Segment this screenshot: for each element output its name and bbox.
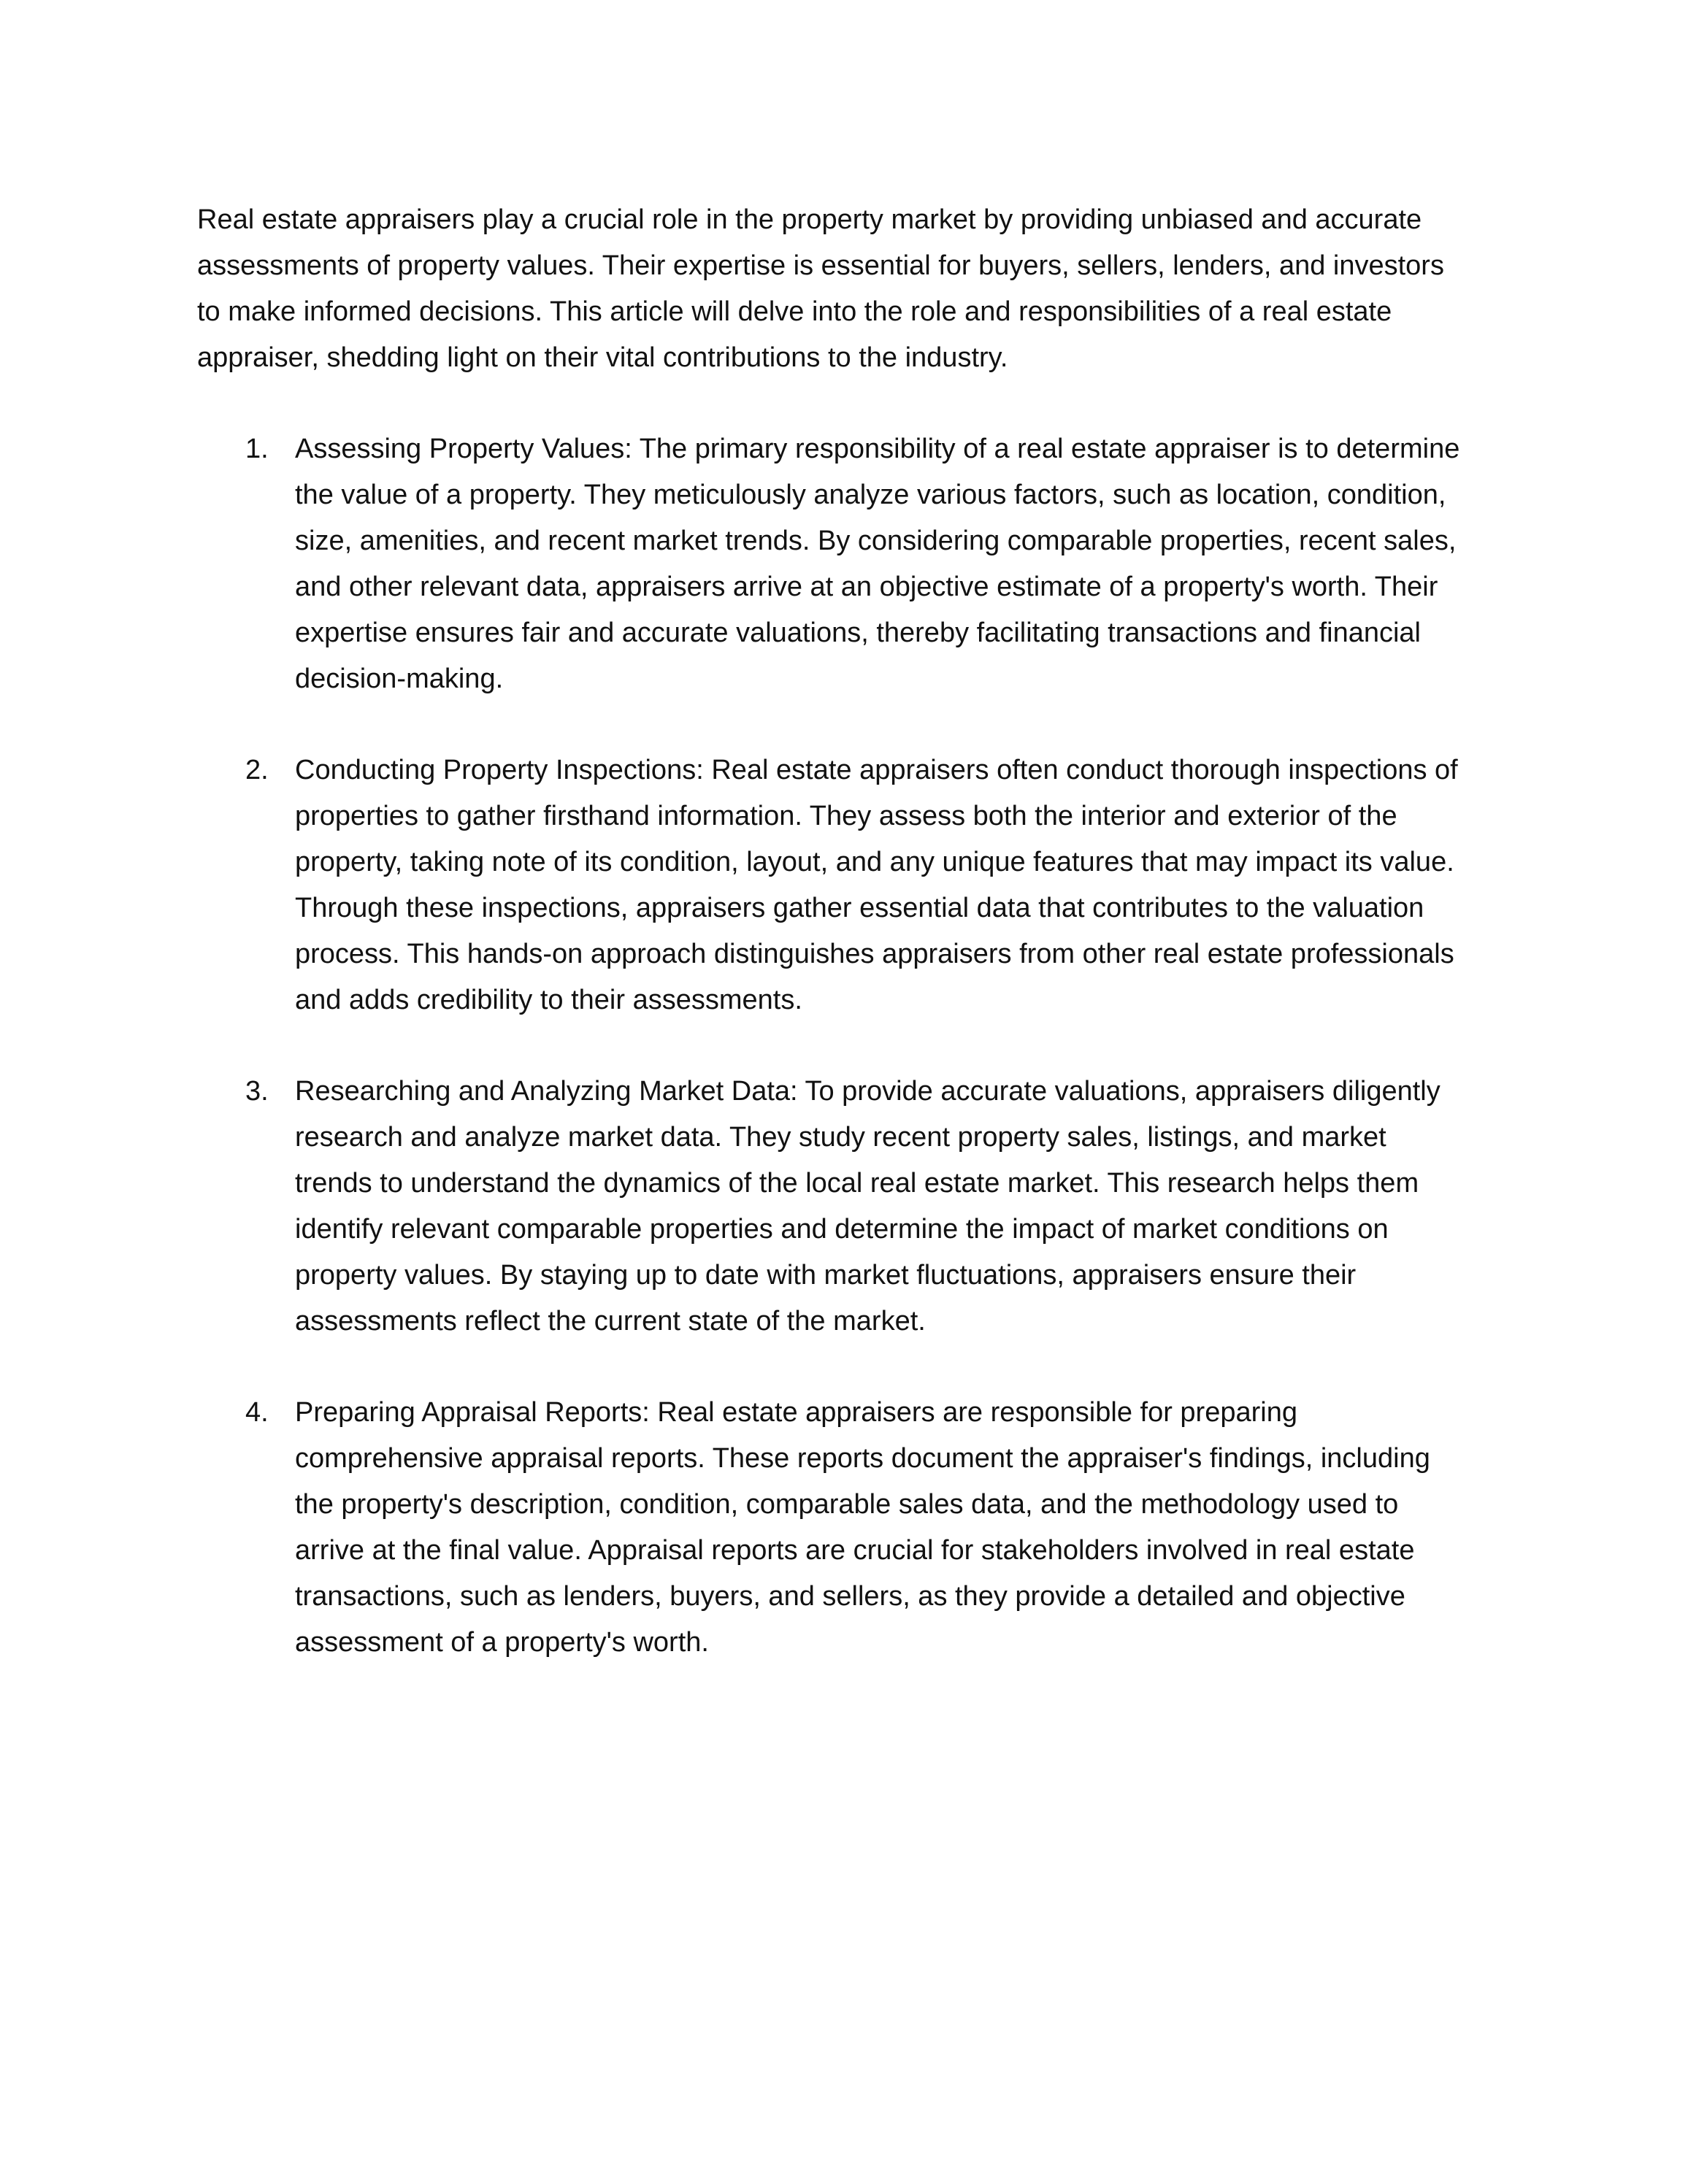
- intro-paragraph: Real estate appraisers play a crucial role in the property market by providing unbiased and accurate assessments of property values. Their expertise is essential for buyers, sellers, lenders, and investors to make informed decisions. This article will delve into the role and responsibilities of a real estate appraiser, shedding light on their vital contributions to the industry.: [197, 204, 1444, 373]
- list-item-number: 4.: [245, 1397, 269, 1428]
- list-item-text: Preparing Appraisal Reports: Real estate appraisers are responsible for preparing comprehensive appraisal reports. These reports document the appraiser's findings, including the property's description, condition, comparable sales data, and the methodology used to arrive at the final value. Appraisal reports are crucial for stakeholders involved in real estate transactions, such as lenders, buyers, and sellers, as they provide a detailed and objective assessment of a property's worth.: [295, 1397, 1430, 1658]
- list-item-number: 2.: [245, 755, 269, 785]
- document-page: [197, 197, 1468, 1711]
- list-item-number: 3.: [245, 1076, 269, 1107]
- list-item: [197, 426, 1468, 702]
- list-item-text: Conducting Property Inspections: Real estate appraisers often conduct thorough inspections of properties to gather firsthand information. They assess both the interior and exterior of the property, taking note of its condition, layout, and any unique features that may impact its value. Through these inspections, appraisers gather essential data that contributes to the valuation process. This hands-on approach distinguishes appraisers from other real estate professionals and adds credibility to their assessments.: [295, 755, 1458, 1015]
- list-item: [197, 1390, 1468, 1666]
- list-item-text: Researching and Analyzing Market Data: To provide accurate valuations, appraisers diligently research and analyze market data. They study recent property sales, listings, and market trends to understand the dynamics of the local real estate market. This research helps them identify relevant comparable properties and determine the impact of market conditions on property values. By staying up to date with market fluctuations, appraisers ensure their assessments reflect the current state of the market.: [295, 1076, 1440, 1337]
- list-item-text: Assessing Property Values: The primary responsibility of a real estate appraiser is to determine the value of a property. They meticulously analyze various factors, such as location, condition, size, amenities, and recent market trends. By considering comparable properties, recent sales, and other relevant data, appraisers arrive at an objective estimate of a property's worth. Their expertise ensures fair and accurate valuations, thereby facilitating transactions and financial decision-making.: [295, 434, 1460, 694]
- list-item: [197, 1069, 1468, 1345]
- responsibilities-list: [197, 426, 1468, 1666]
- list-item-number: 1.: [245, 434, 269, 464]
- list-item: [197, 747, 1468, 1023]
